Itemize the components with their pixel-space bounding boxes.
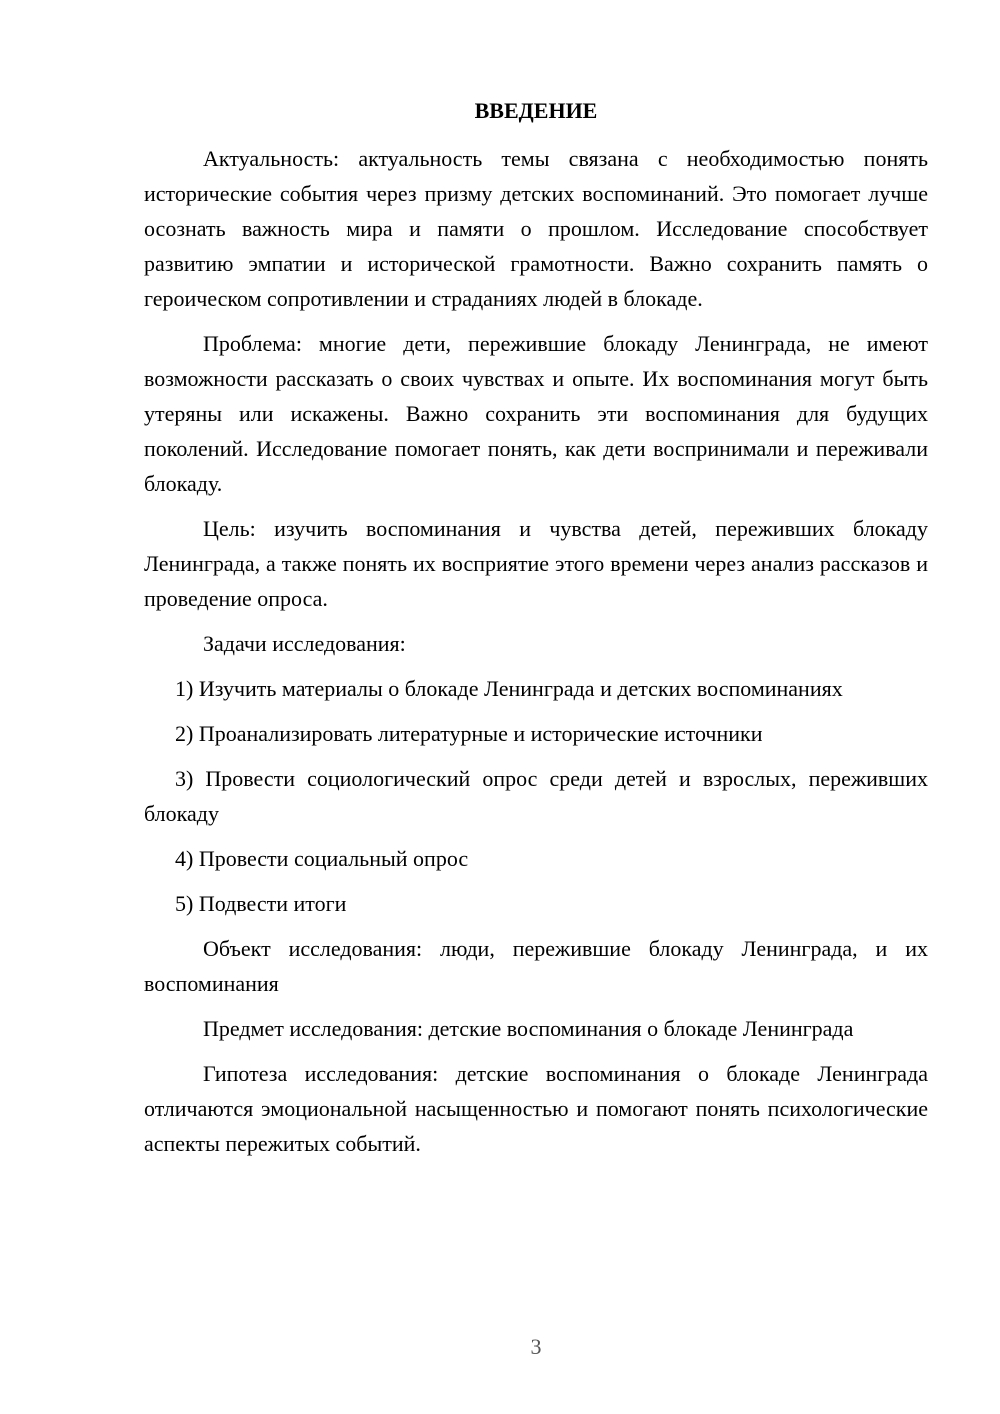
task-item-1: 1) Изучить материалы о блокаде Ленинграда и детских воспоминаниях xyxy=(175,676,843,701)
paragraph-hypothesis: Гипотеза исследования: детские воспоминания о блокаде Ленинграда отличаются эмоциональной насыщенностью и помогают понять психологические аспекты пережитых событий. xyxy=(144,1061,928,1156)
paragraph-relevance: Актуальность: актуальность темы связана с необходимостью понять исторические события через призму детских воспоминаний. Это помогает лучше осознать важность мира и памяти о прошлом. Исследование способствует развитию эмпатии и исторической грамотности. Важно сохранить память о героическом сопротивлении и страданиях людей в блокаде. xyxy=(144,146,928,311)
task-item-5: 5) Подвести итоги xyxy=(175,891,347,916)
document-page xyxy=(144,98,928,1171)
paragraph-goal: Цель: изучить воспоминания и чувства детей, переживших блокаду Ленинграда, а также понять их восприятие этого времени через анализ рассказов и проведение опроса. xyxy=(144,516,928,611)
page-number: 3 xyxy=(530,1334,542,1359)
paragraph-problem: Проблема: многие дети, пережившие блокаду Ленинграда, не имеют возможности рассказать о своих чувствах и опыте. Их воспоминания могут быть утеряны или искажены. Важно сохранить эти воспоминания для будущих поколений. Исследование помогает понять, как дети воспринимали и переживали блокаду. xyxy=(144,331,928,496)
task-item-3: 3) Провести социологический опрос среди детей и взрослых, переживших блокаду xyxy=(144,766,928,826)
task-item-2: 2) Проанализировать литературные и исторические источники xyxy=(175,721,763,746)
paragraph-object: Объект исследования: люди, пережившие блокаду Ленинграда, и их воспоминания xyxy=(144,936,928,996)
page-title: ВВЕДЕНИЕ xyxy=(474,98,598,123)
tasks-heading: Задачи исследования: xyxy=(203,631,406,656)
paragraph-subject: Предмет исследования: детские воспоминания о блокаде Ленинграда xyxy=(203,1016,854,1041)
task-item-4: 4) Провести социальный опрос xyxy=(175,846,469,871)
